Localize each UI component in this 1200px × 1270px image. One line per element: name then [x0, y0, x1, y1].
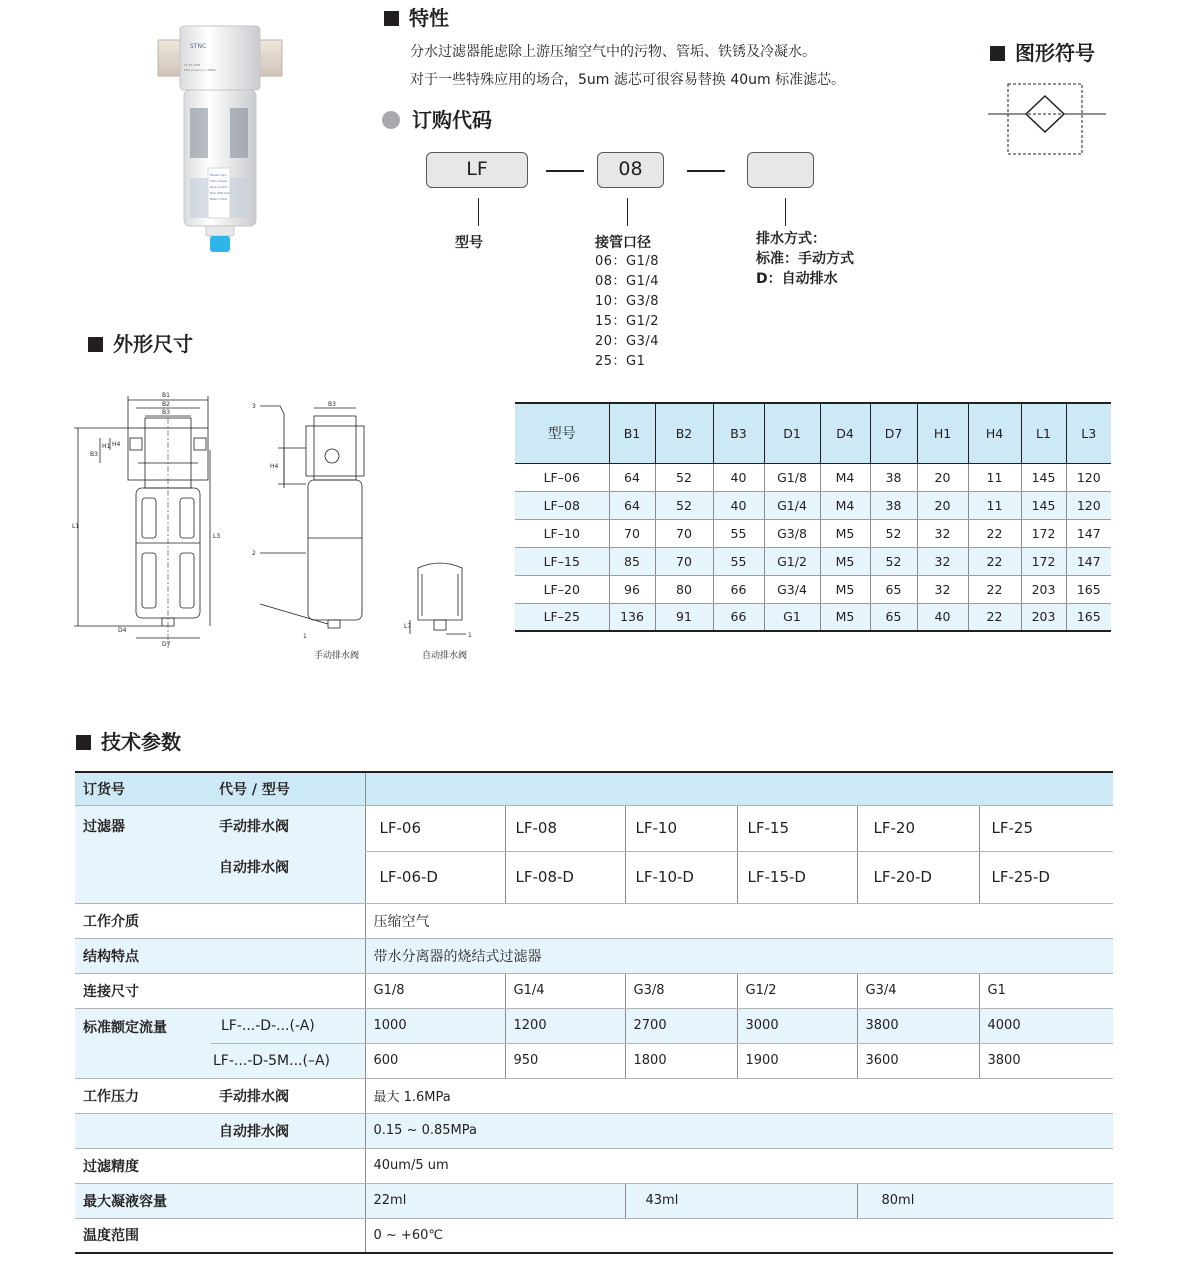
dim-value-cell: 38: [870, 491, 917, 519]
dim-col-header: B2: [655, 403, 713, 463]
callout-1b: 1: [468, 632, 472, 639]
dim-value-cell: 52: [655, 491, 713, 519]
dim-value-cell: G1/2: [764, 547, 820, 575]
port-option: 15：G1/2: [595, 314, 660, 329]
dim-label-d4: D4: [118, 627, 127, 634]
callout-1: 1: [303, 633, 307, 640]
photo-label-line: Temp: 0~60°C: [210, 186, 228, 189]
dim-value-cell: 70: [609, 519, 655, 547]
dim-label-l3: L3: [213, 533, 221, 540]
dim-col-header: H4: [968, 403, 1021, 463]
features-heading: 特性: [384, 2, 449, 31]
dim-value-cell: 145: [1021, 491, 1066, 519]
flow-sub-label: LF-...-D-5M...(–A): [211, 1043, 365, 1078]
flow-row-2: [75, 1043, 1113, 1078]
dim-value-cell: 203: [1021, 575, 1066, 603]
manual-drain-label: 手动排水阀: [211, 805, 365, 851]
dim-value-cell: 38: [870, 463, 917, 491]
model-cell: LF-25: [979, 805, 1113, 851]
dim-label-side-b3: B3: [328, 401, 336, 408]
model-label: 型号: [455, 235, 483, 251]
dim-value-cell: 32: [917, 519, 968, 547]
code-box-model: LF: [426, 152, 528, 188]
dim-value-cell: 55: [713, 519, 764, 547]
pressure-auto-label: 自动排水阀: [211, 1113, 365, 1148]
dim-value-cell: 172: [1021, 547, 1066, 575]
dim-value-cell: 22: [968, 519, 1021, 547]
dim-label-l7: L7: [404, 623, 412, 630]
code-leader: [478, 198, 479, 226]
dim-value-cell: 32: [917, 547, 968, 575]
features-text: [410, 38, 970, 94]
pressure-label: 工作压力: [75, 1078, 211, 1113]
capacity-cell: 43ml: [625, 1183, 857, 1218]
pressure-blank: [75, 1113, 211, 1148]
connection-label: 连接尺寸: [75, 973, 365, 1008]
dim-value-cell: 22: [968, 603, 1021, 631]
dim-value-cell: 52: [870, 547, 917, 575]
dim-value-cell: 80: [655, 575, 713, 603]
conn-cell: G1: [979, 973, 1113, 1008]
drain-option: 标准：手动方式: [756, 251, 854, 267]
pressure-row-2: [75, 1113, 1113, 1148]
dim-value-cell: G3/4: [764, 575, 820, 603]
features-line: 对于一些特殊应用的场合，5um 滤芯可很容易替换 40um 标准滤芯。: [410, 72, 846, 88]
capacity-cell: 22ml: [365, 1183, 625, 1218]
dim-value-cell: 120: [1066, 491, 1111, 519]
dim-value-cell: 96: [609, 575, 655, 603]
code-box-port: 08: [597, 152, 664, 188]
port-label: 接管口径: [595, 235, 651, 251]
dim-value-cell: 147: [1066, 519, 1111, 547]
pressure-manual-value: 最大 1.6MPa: [365, 1078, 1113, 1113]
dim-value-cell: 40: [713, 491, 764, 519]
dimension-table: [515, 402, 1111, 632]
dimension-row: [515, 519, 1111, 547]
flow-cell: 1000: [365, 1008, 505, 1043]
structure-row: [75, 938, 1113, 973]
port-option: 20：G3/4: [595, 334, 660, 349]
flow-cell: 3600: [857, 1043, 979, 1078]
structure-value: 带水分离器的烧结式过滤器: [365, 938, 1113, 973]
pressure-row-1: [75, 1078, 1113, 1113]
photo-model-line: LF-15-M5B: [184, 63, 200, 67]
filter-symbol-diagram: [988, 72, 1108, 158]
dim-model-cell: LF–10: [515, 519, 609, 547]
code-dash: [687, 170, 725, 172]
dim-col-header: D7: [870, 403, 917, 463]
dim-value-cell: 203: [1021, 603, 1066, 631]
dimension-row: [515, 547, 1111, 575]
flow-cell: 1900: [737, 1043, 857, 1078]
dim-value-cell: M5: [820, 547, 870, 575]
dim-value-cell: 172: [1021, 519, 1066, 547]
code-leader: [627, 198, 628, 226]
photo-brand: STNC: [190, 43, 207, 50]
model-cell: LF-08: [505, 805, 625, 851]
dim-model-cell: LF–25: [515, 603, 609, 631]
dim-value-cell: M5: [820, 575, 870, 603]
dim-value-cell: 20: [917, 463, 968, 491]
photo-label-line: Drain: manual: [210, 180, 227, 183]
model-cell: LF-20: [857, 805, 979, 851]
filter-manual-row: [75, 805, 1113, 851]
conn-cell: G1/4: [505, 973, 625, 1008]
photo-label-line: Made in China: [210, 198, 228, 201]
temperature-row: [75, 1218, 1113, 1253]
dim-value-cell: 66: [713, 575, 764, 603]
dim-value-cell: 136: [609, 603, 655, 631]
flow-row-1: [75, 1008, 1113, 1043]
dimension-row: [515, 491, 1111, 519]
drain-options: [756, 229, 854, 289]
dimension-row: [515, 575, 1111, 603]
filter-label: 过滤器: [75, 805, 211, 903]
dim-value-cell: M4: [820, 463, 870, 491]
port-option: 10：G3/8: [595, 294, 660, 309]
medium-row: [75, 903, 1113, 938]
dimension-header-row: [515, 403, 1111, 463]
dim-value-cell: 66: [713, 603, 764, 631]
dim-value-cell: 165: [1066, 603, 1111, 631]
dim-label-d7: D7: [162, 641, 171, 648]
dim-col-header: B1: [609, 403, 655, 463]
callout-2: 2: [252, 550, 256, 557]
flow-sub-label: LF-...-D-...(-A): [211, 1008, 365, 1043]
dim-value-cell: 40: [713, 463, 764, 491]
code-leader: [785, 198, 786, 226]
model-cell: LF-15: [737, 805, 857, 851]
dim-value-cell: 64: [609, 463, 655, 491]
precision-row: [75, 1148, 1113, 1183]
model-cell: LF-06: [365, 805, 505, 851]
dim-model-cell: LF–15: [515, 547, 609, 575]
tech-heading: 技术参数: [76, 726, 181, 755]
photo-label-line: Filtration 5μm: [210, 174, 227, 177]
dim-value-cell: 165: [1066, 575, 1111, 603]
product-photo: [150, 18, 290, 258]
precision-label: 过滤精度: [75, 1148, 365, 1183]
code-model-label: 代号 / 型号: [211, 772, 365, 805]
dimension-drawing: [70, 388, 490, 668]
port-options: [595, 232, 659, 372]
dim-value-cell: 65: [870, 575, 917, 603]
dim-value-cell: M5: [820, 603, 870, 631]
flow-cell: 3800: [979, 1043, 1113, 1078]
dim-label-b1: B1: [162, 392, 170, 399]
model-cell: LF-08-D: [505, 851, 625, 903]
dim-label-l1: L1: [72, 523, 80, 530]
dim-col-header: D1: [764, 403, 820, 463]
features-line: 分水过滤器能虑除上游压缩空气中的污物、管垢、铁锈及冷凝水。: [410, 44, 816, 60]
flow-label: 标准额定流量: [75, 1008, 211, 1078]
pressure-auto-value: 0.15 ~ 0.85MPa: [365, 1113, 1113, 1148]
dim-value-cell: 32: [917, 575, 968, 603]
order-code-heading: 订购代码: [382, 104, 492, 133]
photo-label-line: Flow: 3000 L/min: [210, 192, 231, 195]
dim-value-cell: 11: [968, 491, 1021, 519]
dim-value-cell: 145: [1021, 463, 1066, 491]
port-option: 25：G1: [595, 354, 646, 369]
dim-value-cell: 20: [917, 491, 968, 519]
dim-col-header: L3: [1066, 403, 1111, 463]
symbol-heading: 图形符号: [990, 37, 1095, 66]
dim-model-cell: LF–20: [515, 575, 609, 603]
model-cell: LF-25-D: [979, 851, 1113, 903]
temperature-value: 0 ~ +60℃: [365, 1218, 1113, 1253]
flow-cell: 4000: [979, 1008, 1113, 1043]
dim-value-cell: 120: [1066, 463, 1111, 491]
dim-value-cell: 11: [968, 463, 1021, 491]
code-dash: [546, 170, 584, 172]
header-blank: [365, 772, 1113, 805]
dim-label-h4: H4: [112, 441, 121, 448]
dim-label-b2: B2: [162, 401, 170, 408]
model-cell: LF-15-D: [737, 851, 857, 903]
capacity-row: [75, 1183, 1113, 1218]
dim-value-cell: G1/4: [764, 491, 820, 519]
model-cell: LF-06-D: [365, 851, 505, 903]
dim-value-cell: 22: [968, 575, 1021, 603]
dim-value-cell: 85: [609, 547, 655, 575]
flow-cell: 950: [505, 1043, 625, 1078]
tech-spec-table: [75, 771, 1113, 1254]
dim-value-cell: 52: [655, 463, 713, 491]
dim-value-cell: 52: [870, 519, 917, 547]
structure-label: 结构特点: [75, 938, 365, 973]
dim-value-cell: 55: [713, 547, 764, 575]
model-cell: LF-10-D: [625, 851, 737, 903]
dim-value-cell: 64: [609, 491, 655, 519]
dim-value-cell: 70: [655, 519, 713, 547]
photo-model-line: Max pressure 1.6MPa: [184, 68, 216, 72]
dim-label-b3v: B3: [90, 451, 98, 458]
dim-value-cell: 70: [655, 547, 713, 575]
precision-value: 40um/5 um: [365, 1148, 1113, 1183]
dimensions-heading: 外形尺寸: [88, 328, 193, 357]
flow-cell: 600: [365, 1043, 505, 1078]
dim-label-h1: H1: [102, 443, 111, 450]
flow-cell: 2700: [625, 1008, 737, 1043]
flow-cell: 3000: [737, 1008, 857, 1043]
medium-label: 工作介质: [75, 903, 365, 938]
dim-value-cell: G1: [764, 603, 820, 631]
auto-drain-label: 自动排水阀: [211, 851, 365, 903]
flow-cell: 1200: [505, 1008, 625, 1043]
dim-value-cell: 22: [968, 547, 1021, 575]
order-no-label: 订货号: [75, 772, 211, 805]
dim-col-header: B3: [713, 403, 764, 463]
manual-drain-caption: 手动排水阀: [314, 651, 360, 661]
dim-value-cell: M5: [820, 519, 870, 547]
dim-value-cell: 147: [1066, 547, 1111, 575]
dim-value-cell: 40: [917, 603, 968, 631]
drain-label: 排水方式：: [756, 231, 826, 247]
dim-col-header: 型号: [515, 403, 609, 463]
model-cell: LF-10: [625, 805, 737, 851]
dim-value-cell: M4: [820, 491, 870, 519]
medium-value: 压缩空气: [365, 903, 1113, 938]
dimension-row: [515, 463, 1111, 491]
capacity-cell: 80ml: [857, 1183, 1113, 1218]
dim-model-cell: LF–08: [515, 491, 609, 519]
conn-cell: G1/2: [737, 973, 857, 1008]
filter-auto-row: [75, 851, 1113, 903]
conn-cell: G3/8: [625, 973, 737, 1008]
capacity-label: 最大凝液容量: [75, 1183, 365, 1218]
port-option: 08：G1/4: [595, 274, 660, 289]
model-cell: LF-20-D: [857, 851, 979, 903]
conn-cell: G3/4: [857, 973, 979, 1008]
code-box-drain: [747, 152, 814, 188]
dimension-row: [515, 603, 1111, 631]
dim-label-b3: B3: [162, 409, 170, 416]
dim-label-side-h4: H4: [270, 463, 279, 470]
dim-value-cell: G3/8: [764, 519, 820, 547]
drain-option: D：自动排水: [756, 271, 838, 287]
callout-3: 3: [252, 403, 256, 410]
flow-cell: 3800: [857, 1008, 979, 1043]
pressure-manual-label: 手动排水阀: [211, 1078, 365, 1113]
dim-col-header: H1: [917, 403, 968, 463]
conn-cell: G1/8: [365, 973, 505, 1008]
dim-model-cell: LF–06: [515, 463, 609, 491]
port-option: 06：G1/8: [595, 254, 660, 269]
auto-drain-caption: 自动排水阀: [422, 651, 468, 661]
temperature-label: 温度范围: [75, 1218, 365, 1253]
connection-row: [75, 973, 1113, 1008]
dim-value-cell: 65: [870, 603, 917, 631]
dim-col-header: D4: [820, 403, 870, 463]
dim-value-cell: G1/8: [764, 463, 820, 491]
dim-col-header: L1: [1021, 403, 1066, 463]
flow-cell: 1800: [625, 1043, 737, 1078]
dim-value-cell: 91: [655, 603, 713, 631]
tech-header-row: [75, 772, 1113, 805]
